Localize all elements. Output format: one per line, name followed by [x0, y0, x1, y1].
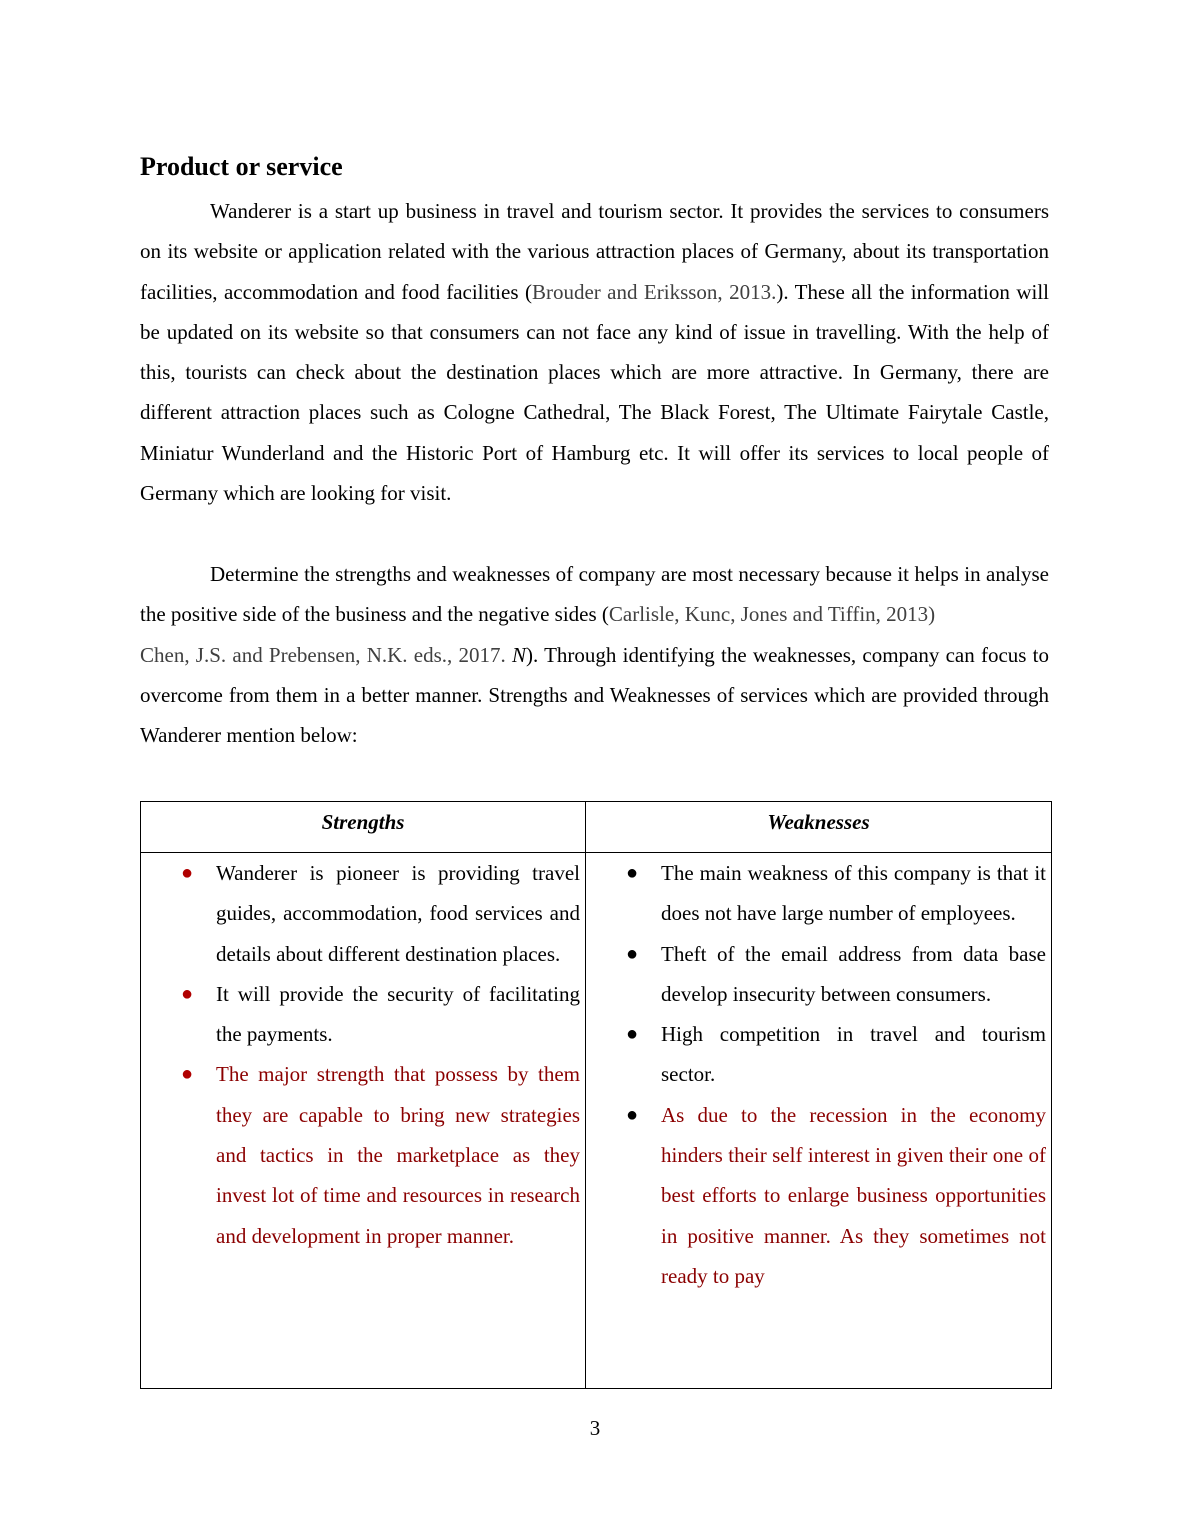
- strength-text: It will provide the security of facilitating the payments.: [216, 981, 580, 1047]
- weakness-text: The main weakness of this company is that it does not have large number of employees.: [661, 861, 1046, 926]
- strengths-list: [141, 853, 585, 1256]
- weakness-text: Theft of the email address from data base develop insecurity between consumers.: [661, 941, 1046, 1006]
- list-item: [181, 853, 580, 974]
- intro-text-b: ). These all the information will be updated on its website so that consumers can not face any kind of issue in travelling. With the help of this, tourists can check about the destination places which are more attractive. In Germany, there are different attraction places such as Cologne Cathedral, The Black Forest, The Ultimate Fairytale Castle, Miniatur Wunderland and the Historic Port of Hamburg etc. It will offer its services to local people of Germany which are looking for visit.: [140, 279, 1049, 506]
- section-heading: Product or service: [140, 152, 343, 181]
- citation-brouder: Brouder and Eriksson, 2013.: [531, 279, 777, 304]
- bullet-icon: ●: [626, 1103, 639, 1126]
- citation-italic-n: N: [512, 642, 527, 667]
- table-header-row: [141, 802, 1052, 853]
- strengths-cell: [141, 853, 586, 1389]
- bullet-icon: ●: [626, 942, 639, 965]
- citation-carlisle: Carlisle, Kunc, Jones and Tiffin, 2013): [608, 602, 936, 627]
- bullet-icon: ●: [181, 862, 194, 884]
- list-item: [181, 1054, 580, 1255]
- weaknesses-header: Weaknesses: [586, 802, 1052, 853]
- weaknesses-cell: [586, 853, 1052, 1389]
- citation-chen: Chen, J.S. and Prebensen, N.K. eds., 2017.: [140, 642, 506, 667]
- list-item: [626, 1095, 1046, 1296]
- weaknesses-list: [586, 853, 1051, 1296]
- list-item: [626, 853, 1046, 934]
- intro-paragraph: [140, 191, 1049, 513]
- bullet-icon: ●: [181, 982, 194, 1005]
- intro-text-a: Wanderer is a start up business in travel and tourism sector. It provides the services to consumers on its website or application related with the various attraction places of Germany, about its transportation facilities, accommodation and food facilities (: [140, 199, 1049, 304]
- bullet-icon: ●: [626, 862, 639, 884]
- swot-text-a: Determine the strengths and weaknesses of company are most necessary because it helps in analyse the positive side of the business and the negative sides (: [140, 562, 1049, 627]
- swot-intro-paragraph: [140, 554, 1049, 755]
- swot-text-b: ). Through identifying the weaknesses, company can focus to overcome from them in a better manner. Strengths and Weaknesses of services which are provided through Wanderer mention below:: [140, 642, 1049, 748]
- weakness-text: High competition in travel and tourism sector.: [661, 1022, 1046, 1087]
- bullet-icon: ●: [626, 1023, 639, 1046]
- list-item: [626, 1014, 1046, 1095]
- list-item: [626, 934, 1046, 1015]
- strength-text: Wanderer is pioneer is providing travel guides, accommodation, food services and details about different destination places.: [216, 861, 580, 966]
- strength-text: The major strength that possess by them they are capable to bring new strategies and tactics in the marketplace as they invest lot of time and resources in research and development in proper manner.: [216, 1062, 580, 1248]
- strengths-header: Strengths: [141, 802, 586, 853]
- strengths-weaknesses-table: [140, 801, 1052, 1389]
- table-body-row: [141, 853, 1052, 1389]
- bullet-icon: ●: [181, 1063, 194, 1086]
- weakness-text: As due to the recession in the economy hinders their self interest in given their one of best efforts to enlarge business opportunities in positive manner. As they sometimes not ready to pay: [661, 1102, 1046, 1288]
- list-item: [181, 974, 580, 1055]
- page-number: 3: [589, 1416, 601, 1440]
